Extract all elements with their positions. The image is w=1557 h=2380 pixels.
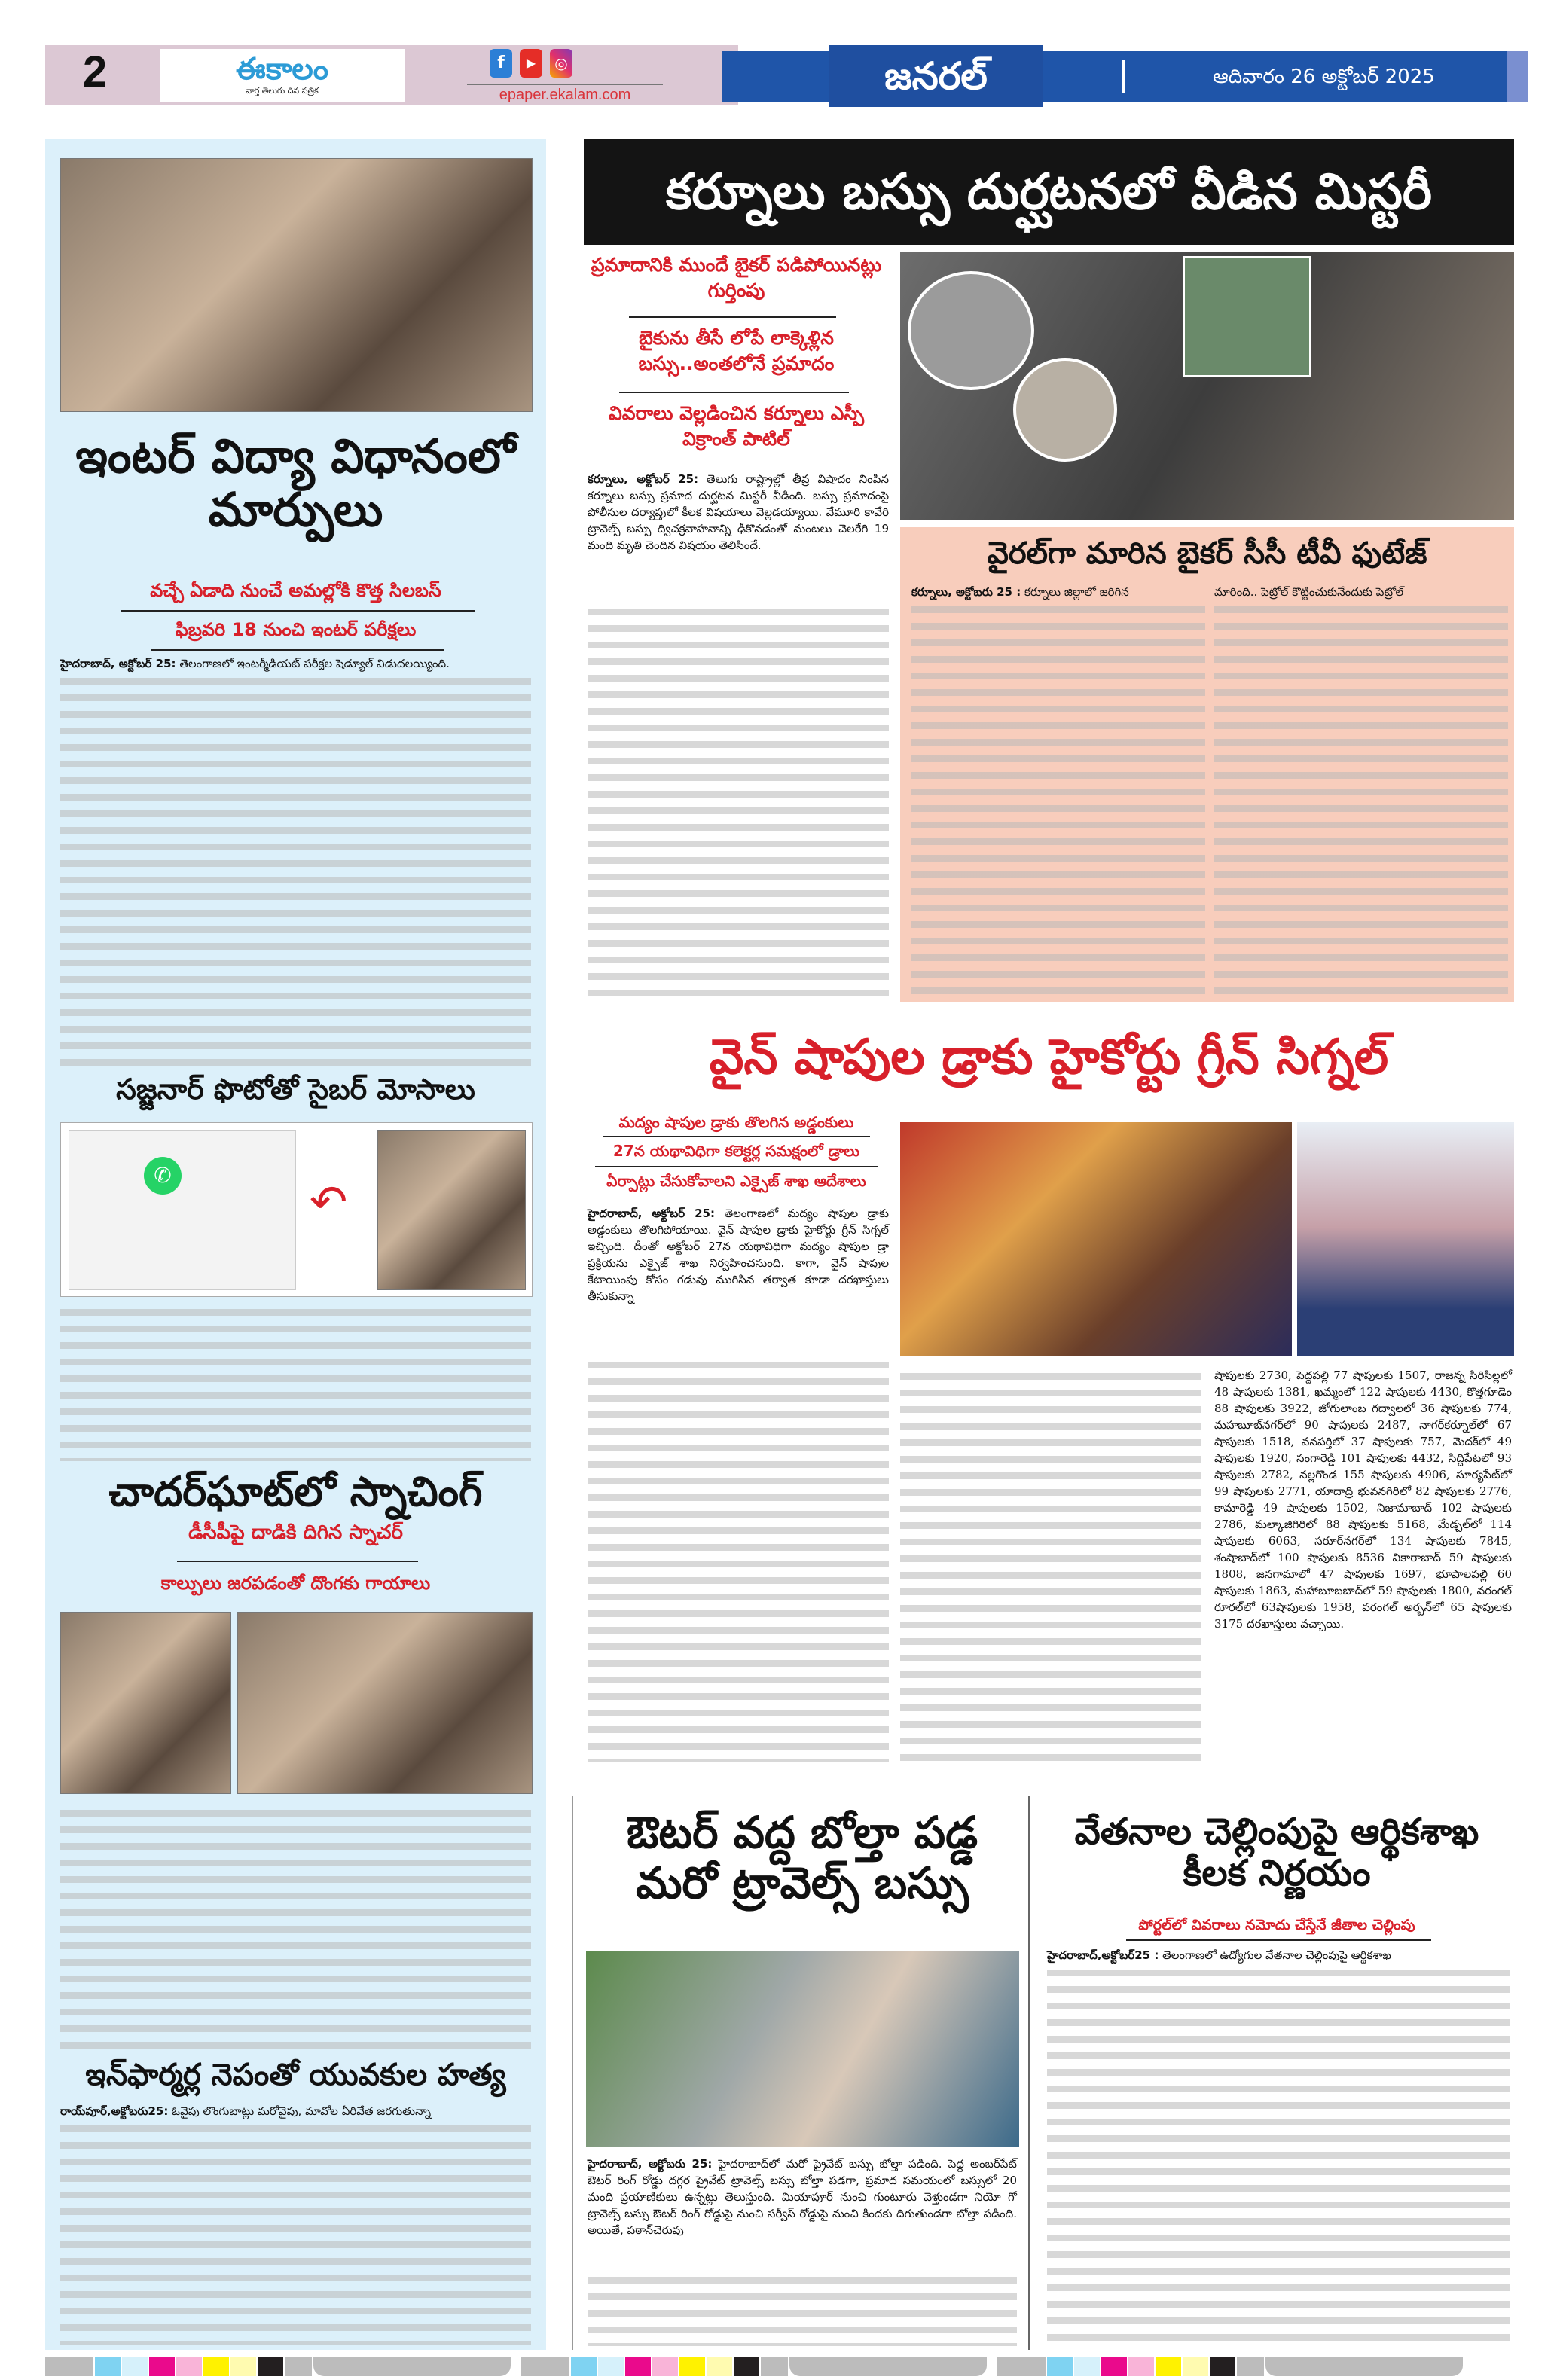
article-body-text — [588, 603, 889, 1002]
epaper-link[interactable]: epaper.ekalam.com — [467, 84, 663, 104]
section-title: జనరల్ — [829, 45, 1043, 107]
color-swatch — [789, 2357, 987, 2376]
divider — [603, 1136, 870, 1137]
color-swatch — [176, 2357, 202, 2376]
color-swatch — [707, 2357, 732, 2376]
article-body-text — [911, 600, 1205, 996]
students-exam-photo — [60, 158, 533, 412]
color-swatch — [1074, 2357, 1100, 2376]
kurnool-sub2: బైకును తీసే లోపే లాక్కెళ్లిన బస్సు..అంతలోనే ప్రమాదం — [638, 327, 835, 374]
police-scene-photo — [237, 1612, 533, 1794]
article-body-text — [588, 1356, 889, 1762]
color-swatch — [571, 2357, 597, 2376]
whatsapp-icon: ✆ — [144, 1157, 182, 1195]
dateline: కర్నూలు, అక్టోబరు 25 : — [911, 585, 1021, 599]
bike-inset-photo — [908, 271, 1034, 390]
chadarghat-headline: చాదర్‌ఘాట్‌లో స్నాచింగ్ — [108, 1468, 483, 1515]
color-swatch — [203, 2357, 229, 2376]
color-swatch — [313, 2357, 511, 2376]
wine-district-list: షాపులకు 2730, పెద్దపల్లి 77 షాపులకు 1507, రాజన్న సిరిసిల్లలో 48 షాపులకు 1381, ఖమ్మంలో 122 షాపులకు 4430, కొత్తగూడెం 88 షాపులకు 3922, జోగులాంబ గద్వాలలో 36 షాపులకు 774, మహబూబ్‌నగర్‌లో 90 షాపులకు 2487, నాగర్‌కర్నూల్‌లో 67 షాపులకు 1518, వనపర్తిలో 37 షాపులకు 757, మెదక్‌లో 49 షాపులకు 1920, సంగారెడ్డి 101 షాపులకు 4432, సిద్దిపేటలో 93 షాపులకు 2782, నల్లగొండ 155 షాపులకు 4906, సూర్యపేట్‌లో 99 షాపులకు 2771, యాదాద్రి భువనగిరిలో 82 షాపులకు 2776, కామారెడ్డి 49 షాపులకు 1502, నిజామాబాద్ 102 షాపులకు 2786, మల్కాజిగిరిలో 88 షాపులకు 5168, మేడ్చల్‌లో 114 షాపులకు 6063, సరూర్‌నగర్‌లో 134 షాపులకు 7845, శంషాబాద్‌లో 100 షాపులకు 8536 వికారాబాద్ 59 షాపులకు 1808, జనగామాలో 47 షాపులకు 1697, భూపాలపల్లి 60 షాపులకు 1863, మహాబూబబాద్‌లో 59 షాపులకు 1800, వరంగల్ రూరల్‌లో 63షాపులకు 1958, వరంగల్ అర్బన్‌లో 65 షాపులకు 3175 దరఖాస్తులు వచ్చాయి. — [1214, 1368, 1512, 1631]
article-body-text — [60, 1303, 531, 1461]
lead-text: తెలంగాణలో మద్యం షాపుల డ్రాకు అడ్డంకులు తొలగిపోయాయి. వైన్ షాపుల డ్రాకు హైకోర్టు గ్రీన్ సిగ్నల్ ఇచ్చింది. దీంతో అక్టోబర్ 27న యథావిధిగా మద్యం షాపుల డ్రా ప్రక్రియను ఎక్సైజ్ శాఖ నిర్వహించనుంది. కాగా, వైన్ షాపుల కేటాయింపు కోసం గడువు ముగిసిన తర్వాత కూడా దరఖాస్తులు తీసుకున్నా — [588, 1207, 889, 1303]
instagram-icon[interactable]: ◎ — [550, 49, 572, 78]
inter-headline: ఇంటర్ విద్యా విధానంలో మార్పులు — [75, 429, 516, 538]
color-swatch — [45, 2357, 93, 2376]
color-swatch — [149, 2357, 175, 2376]
header-tab — [1507, 51, 1528, 102]
biker-inset-photo — [1013, 358, 1117, 462]
column-rule — [572, 1796, 573, 2350]
page-number: 2 — [83, 47, 108, 96]
dateline: హైదరాబాద్, అక్టోబర్ 25: — [588, 1207, 715, 1220]
kurnool-sub3: వివరాలు వెల్లడించిన కర్నూలు ఎస్పీ విక్రాంత్ పాటిల్ — [609, 402, 864, 450]
color-swatch — [625, 2357, 651, 2376]
logo-text: ఈకాలం — [235, 52, 329, 87]
color-swatch — [1128, 2357, 1154, 2376]
wine-shop-photo — [900, 1122, 1292, 1356]
arrow-icon: ↶ — [310, 1176, 348, 1228]
inter-article-lead — [60, 655, 531, 672]
lead-text: ఓవైపు లొంగుబాట్లు మరోవైపు, మావోల ఏరివేత జరగుతున్నా — [172, 2104, 432, 2118]
spacer — [1464, 2357, 1473, 2376]
chadarghat-sub1: డీసీపీపై దాడికి దిగిన స్నాచర్ — [188, 1521, 403, 1544]
lead-text: తెలంగాణలో ఉద్యోగుల వేతనాల చెల్లింపుపై ఆర్థికశాఖ — [1162, 1948, 1391, 1962]
color-swatch — [679, 2357, 705, 2376]
divider — [629, 316, 836, 318]
lead-text: తెలుగు రాష్ట్రాల్లో తీవ్ర విషాదం నింపిన కర్నూలు బస్సు ప్రమాద దుర్ఘటన మిస్టరీ వీడింది. బస్సు ప్రమాదంపై పోలీసుల దర్యాప్తులో కీలక విషయాలు వెల్లడయ్యాయి. వేమూరి కావేరి ట్రావెల్స్ బస్సు ద్విచక్రవాహనాన్ని ఢీకొనడంతో మంటలు చెలరేగి 19 మంది మృతి చెందిన విషయం తెలిసిందే. — [588, 472, 889, 552]
color-swatch — [521, 2357, 569, 2376]
color-swatch — [598, 2357, 624, 2376]
header-divider — [1122, 60, 1125, 93]
divider — [151, 649, 444, 651]
article-body-text — [588, 2271, 1017, 2346]
lead-text: హైదరాబాద్‌లో మరో ప్రైవేట్ బస్సు బోల్తా పడింది. పెద్ద అంబర్‌పేట్ ఔటర్ రింగ్ రోడ్డు దగ్గర ప్రైవేట్ ట్రావెల్స్ బస్సు బోల్తా పడగా, ప్రమాద సమయంలో బస్సులో 20 మంది ప్రయాణికులు ఉన్నట్లు తెలుస్తుంది. మియాపూర్ నుంచి గుంటూరు వెళ్తుండగా నియో గో ట్రావెల్స్ బస్సు ఔటర్ రింగ్ రోడ్డుపై నుంచి సర్వీస్ రోడ్డుపై నుంచి కిందకు దిగుతుండగా బోల్తా పడింది. అయితే, పఠాన్‌చెరువు — [588, 2157, 1017, 2237]
youtube-icon[interactable]: ▶ — [520, 49, 542, 78]
kurnool-sub1: ప్రమాదానికి ముందే బైకర్ పడిపోయినట్లు గుర్తింపు — [591, 254, 882, 301]
dateline: కర్నూలు, అక్టోబర్ 25: — [588, 472, 699, 486]
sajjanar-photo — [60, 1122, 533, 1297]
spacer — [988, 2357, 997, 2376]
print-color-bar — [45, 2357, 1473, 2376]
color-swatch — [997, 2357, 1046, 2376]
article-body-text — [60, 2119, 531, 2345]
travels-headline: ఔటర్ వద్ద బోల్తా పడ్డ మరో ట్రావెల్స్ బస్సు — [626, 1807, 978, 1909]
wine-article-lead — [588, 1205, 889, 1304]
newspaper-logo — [160, 49, 405, 102]
color-swatch — [122, 2357, 148, 2376]
wine-sub2: 27న యథావిధిగా కలెక్టర్ల సమక్షంలో డ్రాలు — [612, 1142, 860, 1160]
sajjanar-headline: సజ్జనార్ ఫొటోతో సైబర్ మోసాలు — [116, 1073, 475, 1106]
lead-text: కర్నూలు జిల్లాలో జరిగిన — [1024, 585, 1129, 599]
kurnool-headline: కర్నూలు బస్సు దుర్ఘటనలో వీడిన మిస్టరీ — [584, 139, 1514, 245]
wine-sub3: ఏర్పాట్లు చేసుకోవాలని ఎక్సైజ్ శాఖ ఆదేశాలు — [606, 1172, 866, 1190]
salary-article-lead — [1047, 1947, 1510, 1964]
viral-headline: వైరల్‌గా మారిన బైకర్ సీసీ టీవీ ఫుటేజ్ — [987, 536, 1427, 571]
color-swatch — [95, 2357, 121, 2376]
inter-sub2: ఫిబ్రవరి 18 నుంచి ఇంటర్ పరీక్షలు — [175, 619, 417, 640]
whatsapp-screenshot — [69, 1130, 296, 1290]
kurnool-article-lead — [588, 471, 889, 554]
color-swatch — [1183, 2357, 1208, 2376]
dateline: హైదరాబాద్,అక్టోబర్25 : — [1047, 1948, 1159, 1962]
high-court-photo — [1297, 1122, 1514, 1356]
burnt-bus-photo — [900, 252, 1514, 520]
color-swatch — [258, 2357, 283, 2376]
article-body-text — [900, 1367, 1201, 1762]
overturned-bus-photo — [586, 1951, 1019, 2147]
color-swatch — [1156, 2357, 1181, 2376]
color-swatch — [761, 2357, 788, 2376]
dateline: హైదరాబాద్, అక్టోబర్ 25: — [60, 657, 176, 670]
color-swatch — [1101, 2357, 1127, 2376]
color-swatch — [734, 2357, 759, 2376]
divider — [1126, 1939, 1431, 1941]
spacer — [512, 2357, 521, 2376]
viral-col2-lead: మారింది.. పెట్రోల్ కొట్టించుకునేందుకు పెట్రోల్ — [1214, 585, 1404, 599]
column-rule — [1028, 1796, 1030, 2350]
article-body-text — [60, 672, 531, 1069]
informer-article-lead — [60, 2103, 531, 2119]
color-swatch — [230, 2357, 256, 2376]
salary-sub: పోర్టల్‌లో వివరాలు నమోదు చేస్తేనే జీతాల చెల్లింపు — [1138, 1917, 1415, 1933]
inter-sub1: వచ్చే ఏడాది నుంచే అమల్లోకి కొత్త సిలబస్ — [150, 580, 441, 601]
social-links — [490, 49, 572, 78]
wine-sub1: మద్యం షాపుల డ్రాకు తొలగిన అడ్డంకులు — [618, 1113, 854, 1131]
divider — [177, 1561, 418, 1562]
dateline: రాయ్‌పూర్,అక్టోబరు25: — [60, 2104, 169, 2118]
officer-photo — [377, 1130, 526, 1290]
article-body-text — [60, 1804, 531, 2052]
divider — [619, 392, 849, 393]
dateline: హైదరాబాద్, అక్టోబరు 25: — [588, 2157, 713, 2171]
color-swatch — [1210, 2357, 1235, 2376]
article-body-text — [1214, 600, 1508, 996]
salary-headline: వేతనాల చెల్లింపుపై ఆర్థికశాఖ కీలక నిర్ణయం — [1074, 1811, 1479, 1895]
divider — [595, 1166, 878, 1167]
viral-article-lead — [911, 584, 1205, 600]
informer-headline: ఇన్‌ఫార్మర్ల నెపంతో యువకుల హత్య — [85, 2058, 506, 2092]
dcp-photo — [60, 1612, 231, 1794]
logo-tagline: వార్త తెలుగు దిన పత్రిక — [246, 86, 319, 96]
color-swatch — [1047, 2357, 1073, 2376]
color-swatch — [652, 2357, 678, 2376]
divider — [121, 610, 475, 612]
article-body-text — [1047, 1964, 1510, 2348]
color-swatch — [1265, 2357, 1463, 2376]
issue-date: ఆదివారం 26 అక్టోబర్ 2025 — [1213, 66, 1435, 88]
color-swatch — [1237, 2357, 1264, 2376]
lead-text: తెలంగాణలో ఇంటర్మీడియట్ పరీక్షల షెడ్యూల్ విడుదలయ్యింది. — [179, 657, 450, 670]
facebook-icon[interactable]: f — [490, 49, 512, 78]
biker-cctv-inset — [1183, 256, 1311, 377]
wine-headline: వైన్ షాపుల డ్రాకు హైకోర్టు గ్రీన్ సిగ్నల్ — [709, 1030, 1389, 1085]
travels-article — [588, 2156, 1017, 2238]
chadarghat-sub2: కాల్పులు జరపడంతో దొంగకు గాయాలు — [160, 1573, 431, 1594]
color-swatch — [285, 2357, 312, 2376]
